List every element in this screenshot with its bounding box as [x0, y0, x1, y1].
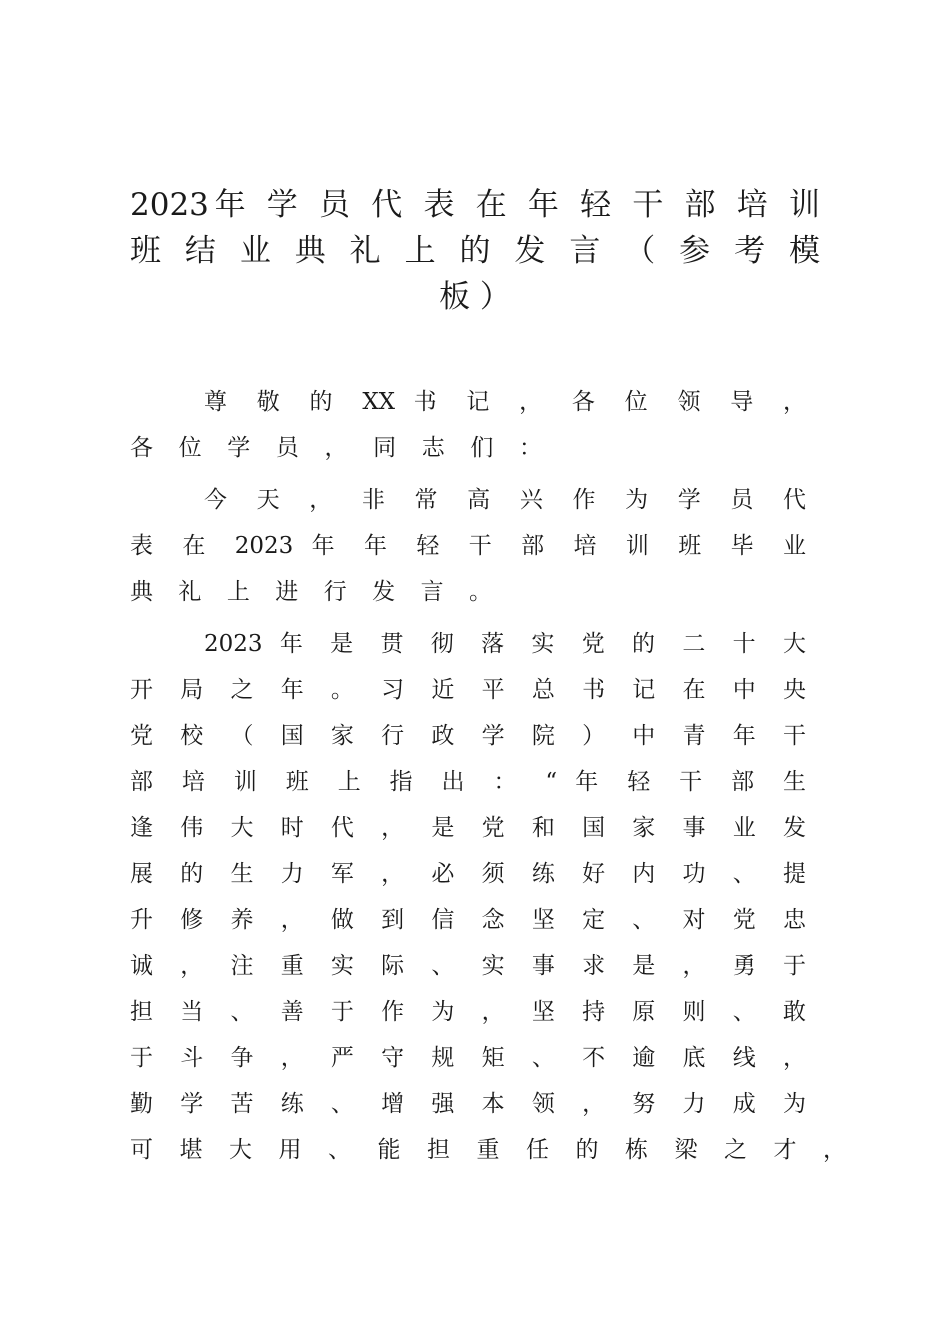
text-line: 今 天 ， 非 常 高 兴 作 为 学 员 代	[204, 487, 806, 513]
text-line: 典 礼 上 进 行 发 言 。	[130, 579, 492, 605]
paragraph-main	[130, 621, 846, 1173]
document-title	[130, 182, 820, 320]
text-line: 诚 ， 注 重 实 际 、 实 事 求 是 ， 勇 于	[130, 953, 806, 979]
text-line: 可 堪 大 用 、 能 担 重 任 的 栋 梁 之 才 ，	[130, 1137, 846, 1163]
text-line: 担 当 、 善 于 作 为 ， 坚 持 原 则 、 敢	[130, 999, 806, 1025]
text-line: 升 修 养 ， 做 到 信 念 坚 定 、 对 党 忠	[130, 907, 806, 933]
title-line: 板 ）	[439, 279, 511, 315]
text-line: 党 校 （ 国 家 行 政 学 院 ） 中 青 年 干	[130, 723, 806, 749]
title-line: 2023年 学 员 代 表 在 年 轻 干 部 培 训	[130, 187, 820, 223]
text-line: 各 位 学 员 ， 同 志 们 ：	[130, 435, 542, 461]
text-line: 开 局 之 年 。 习 近 平 总 书 记 在 中 央	[130, 677, 806, 703]
text-line: 尊 敬 的 XX 书 记 ， 各 位 领 导 ，	[204, 389, 806, 415]
text-line: 2023 年 是 贯 彻 落 实 党 的 二 十 大	[204, 631, 806, 657]
text-line: 于 斗 争 ， 严 守 规 矩 、 不 逾 底 线 ，	[130, 1045, 806, 1071]
title-line: 班 结 业 典 礼 上 的 发 言 （ 参 考 模	[130, 233, 820, 269]
text-line: 表 在 2023 年 年 轻 干 部 培 训 班 毕 业	[130, 533, 806, 559]
text-line: 逢 伟 大 时 代 ， 是 党 和 国 家 事 业 发	[130, 815, 806, 841]
text-line: 展 的 生 力 军 ， 必 须 练 好 内 功 、 提	[130, 861, 806, 887]
paragraph-intro	[130, 477, 806, 615]
text-line: 勤 学 苦 练 、 增 强 本 领 ， 努 力 成 为	[130, 1091, 806, 1117]
document-body	[130, 379, 846, 1179]
text-line: 部 培 训 班 上 指 出 ： “ 年 轻 干 部 生	[130, 769, 806, 795]
paragraph-salutation	[130, 379, 806, 471]
